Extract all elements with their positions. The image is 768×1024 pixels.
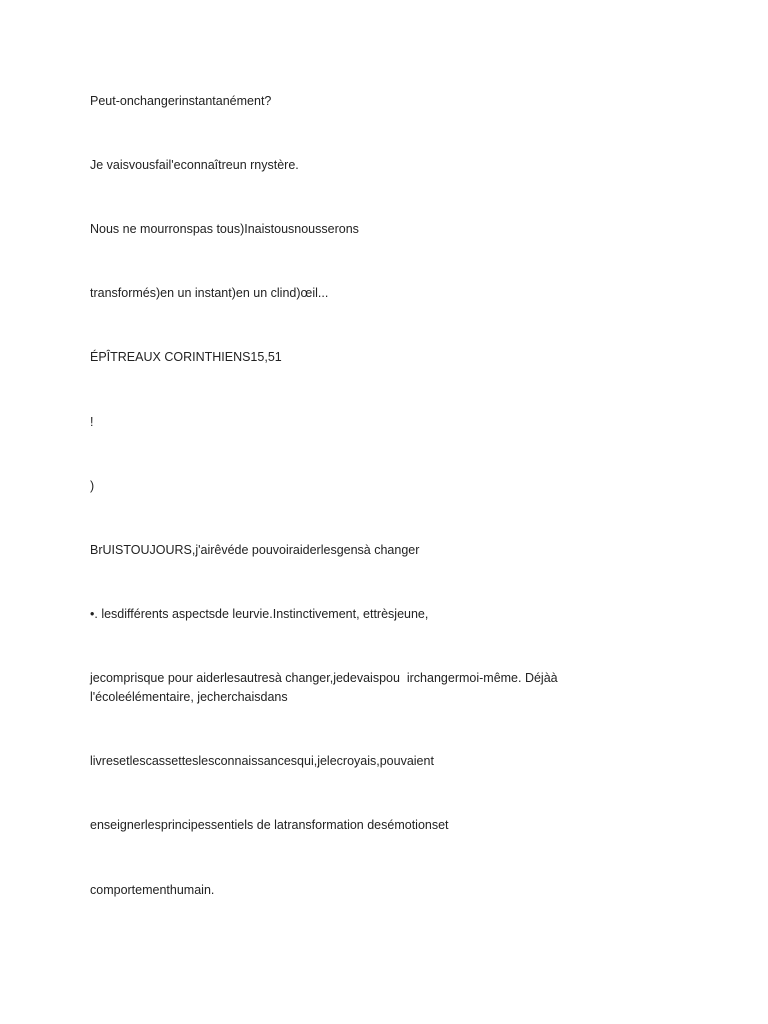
text-line-paragraph-4: livresetlescassetteslesconnaissancesqui,jelecroyais,pouvaient (90, 754, 434, 768)
text-line-quote-part1: Nous ne mourronspas tous)Inaistousnousserons (90, 222, 359, 236)
text-line-exclamation: ! (90, 415, 94, 429)
text-line-paragraph-3: jecomprisque pour aiderlesautresà changer,jedevaispou irchangermoi-même. Déjàà l'écoleélémentaire, jecherchaisdans (90, 671, 562, 704)
text-line-paragraph-5: enseignerlesprincipessentiels de latransformation desémotionset (90, 818, 449, 832)
text-line-paragraph-start: BrUISTOUJOURS,j'airêvéde pouvoiraiderlesgensà changer (90, 543, 420, 557)
text-line-mystery: Je vaisvousfail'econnaîtreun rnystère. (90, 158, 299, 172)
text-line-question: Peut-onchangerinstantanément? (90, 94, 272, 108)
text-line-quote-part2: transformés)en un instant)en un clind)œil... (90, 286, 329, 300)
text-line-paragraph-2: •. lesdifférents aspectsde leurvie.Instinctivement, ettrèsjeune, (90, 607, 429, 621)
text-line-citation: ÉPÎTREAUX CORINTHIENS15,51 (90, 350, 282, 364)
text-line-parenthesis: ) (90, 479, 95, 493)
text-line-paragraph-6: comportementhumain. (90, 883, 215, 897)
